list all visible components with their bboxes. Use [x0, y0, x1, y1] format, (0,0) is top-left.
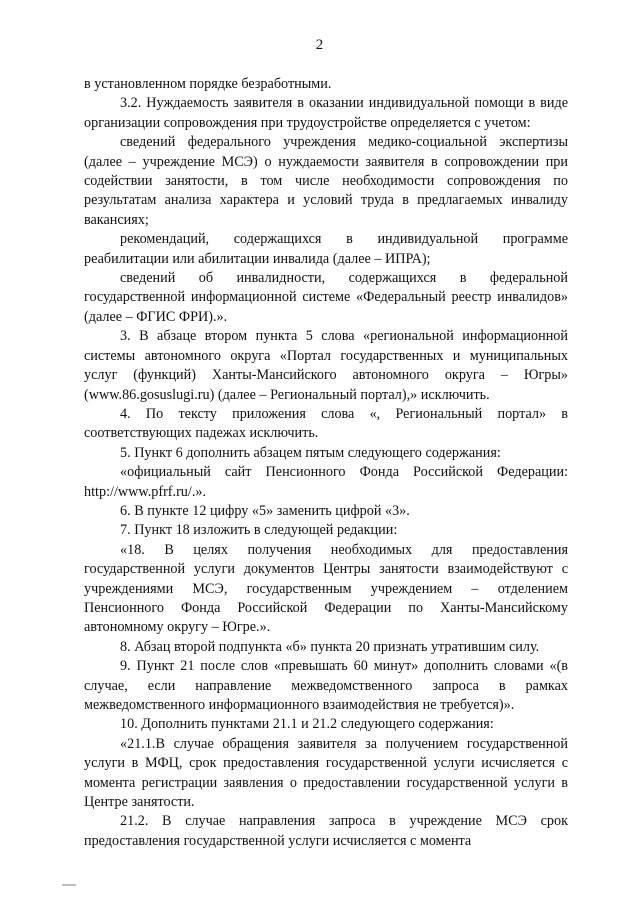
paragraph-ipra: рекомендаций, содержащихся в индивидуальной программе реабилитации или абилитации инвалида (далее – ИПРА); [84, 231, 568, 267]
paragraph-item-3: 3. В абзаце втором пункта 5 слова «региональной информационной системы автономного округа «Портал государственных и муниципальных услуг (функций) Ханты-Мансийского автономного округа – Югры» (www.86.gosuslugi.ru) (далее – Региональный портал),» исключить. [84, 328, 568, 403]
paragraph-item-9: 9. Пункт 21 после слов «превышать 60 минут» дополнить словами «(в случае, если направление межведомственного запроса в рамках межведомственного информационного взаимодействия не требуется)». [84, 658, 568, 713]
paragraph-item-6: 6. В пункте 12 цифру «5» заменить цифрой «3». [120, 502, 410, 519]
paragraph-3-2: 3.2. Нуждаемость заявителя в оказании индивидуальной помощи в виде организации сопровождения при трудоустройстве определяется с учетом: [84, 95, 568, 131]
document-body [84, 75, 568, 851]
paragraph-item-8: 8. Абзац второй подпункта «б» пункта 20 признать утратившим силу. [120, 638, 540, 655]
paragraph-item-5: 5. Пункт 6 дополнить абзацем пятым следующего содержания: [120, 444, 501, 461]
paragraph-item-18-text: «18. В целях получения необходимых для предоставления государственной услуги документов Центры занятости взаимодействуют с учреждениями МСЭ, государственным учреждением – отделением Пенсионного Фонда Российской Федерации по Ханты-Мансийскому автономному округу – Югре.». [84, 541, 568, 636]
paragraph-item-10: 10. Дополнить пунктами 21.1 и 21.2 следующего содержания: [120, 716, 494, 733]
paragraph-pfrf-site: «официальный сайт Пенсионного Фонда Российской Федерации: http://www.pfrf.ru/.». [84, 464, 568, 500]
paragraph-item-7: 7. Пункт 18 изложить в следующей редакции: [120, 522, 398, 539]
paragraph-item-4: 4. По тексту приложения слова «, Региональный портал» в соответствующих падежах исключить. [84, 405, 568, 442]
paragraph-mse-info: сведений федерального учреждения медико-социальной экспертизы (далее – учреждение МСЭ) о нуждаемости заявителя в сопровождении при содействии занятости, в том числе необходимости сопровождения по результатам анализа характера и условий труда в предлагаемых инвалиду вакансиях; [84, 134, 568, 228]
scan-mark [62, 884, 76, 886]
paragraph-continuation: в установленном порядке безработными. [84, 76, 332, 92]
paragraph-item-21-1: «21.1.В случае обращения заявителя за получением государственной услуги в МФЦ, срок предоставления государственной услуги исчисляется с момента регистрации заявления о предоставлении государственной услуги в Центре занятости. [84, 735, 568, 811]
paragraph-fgis-fri: сведений об инвалидности, содержащихся в федеральной государственной информационной системе «Федеральный реестр инвалидов» (далее – ФГИС ФРИ).». [84, 270, 568, 325]
paragraph-item-21-2: 21.2. В случае направления запроса в учреждение МСЭ срок предоставления государственной услуги исчисляется с момента [84, 813, 568, 849]
page-number: 2 [315, 37, 324, 53]
